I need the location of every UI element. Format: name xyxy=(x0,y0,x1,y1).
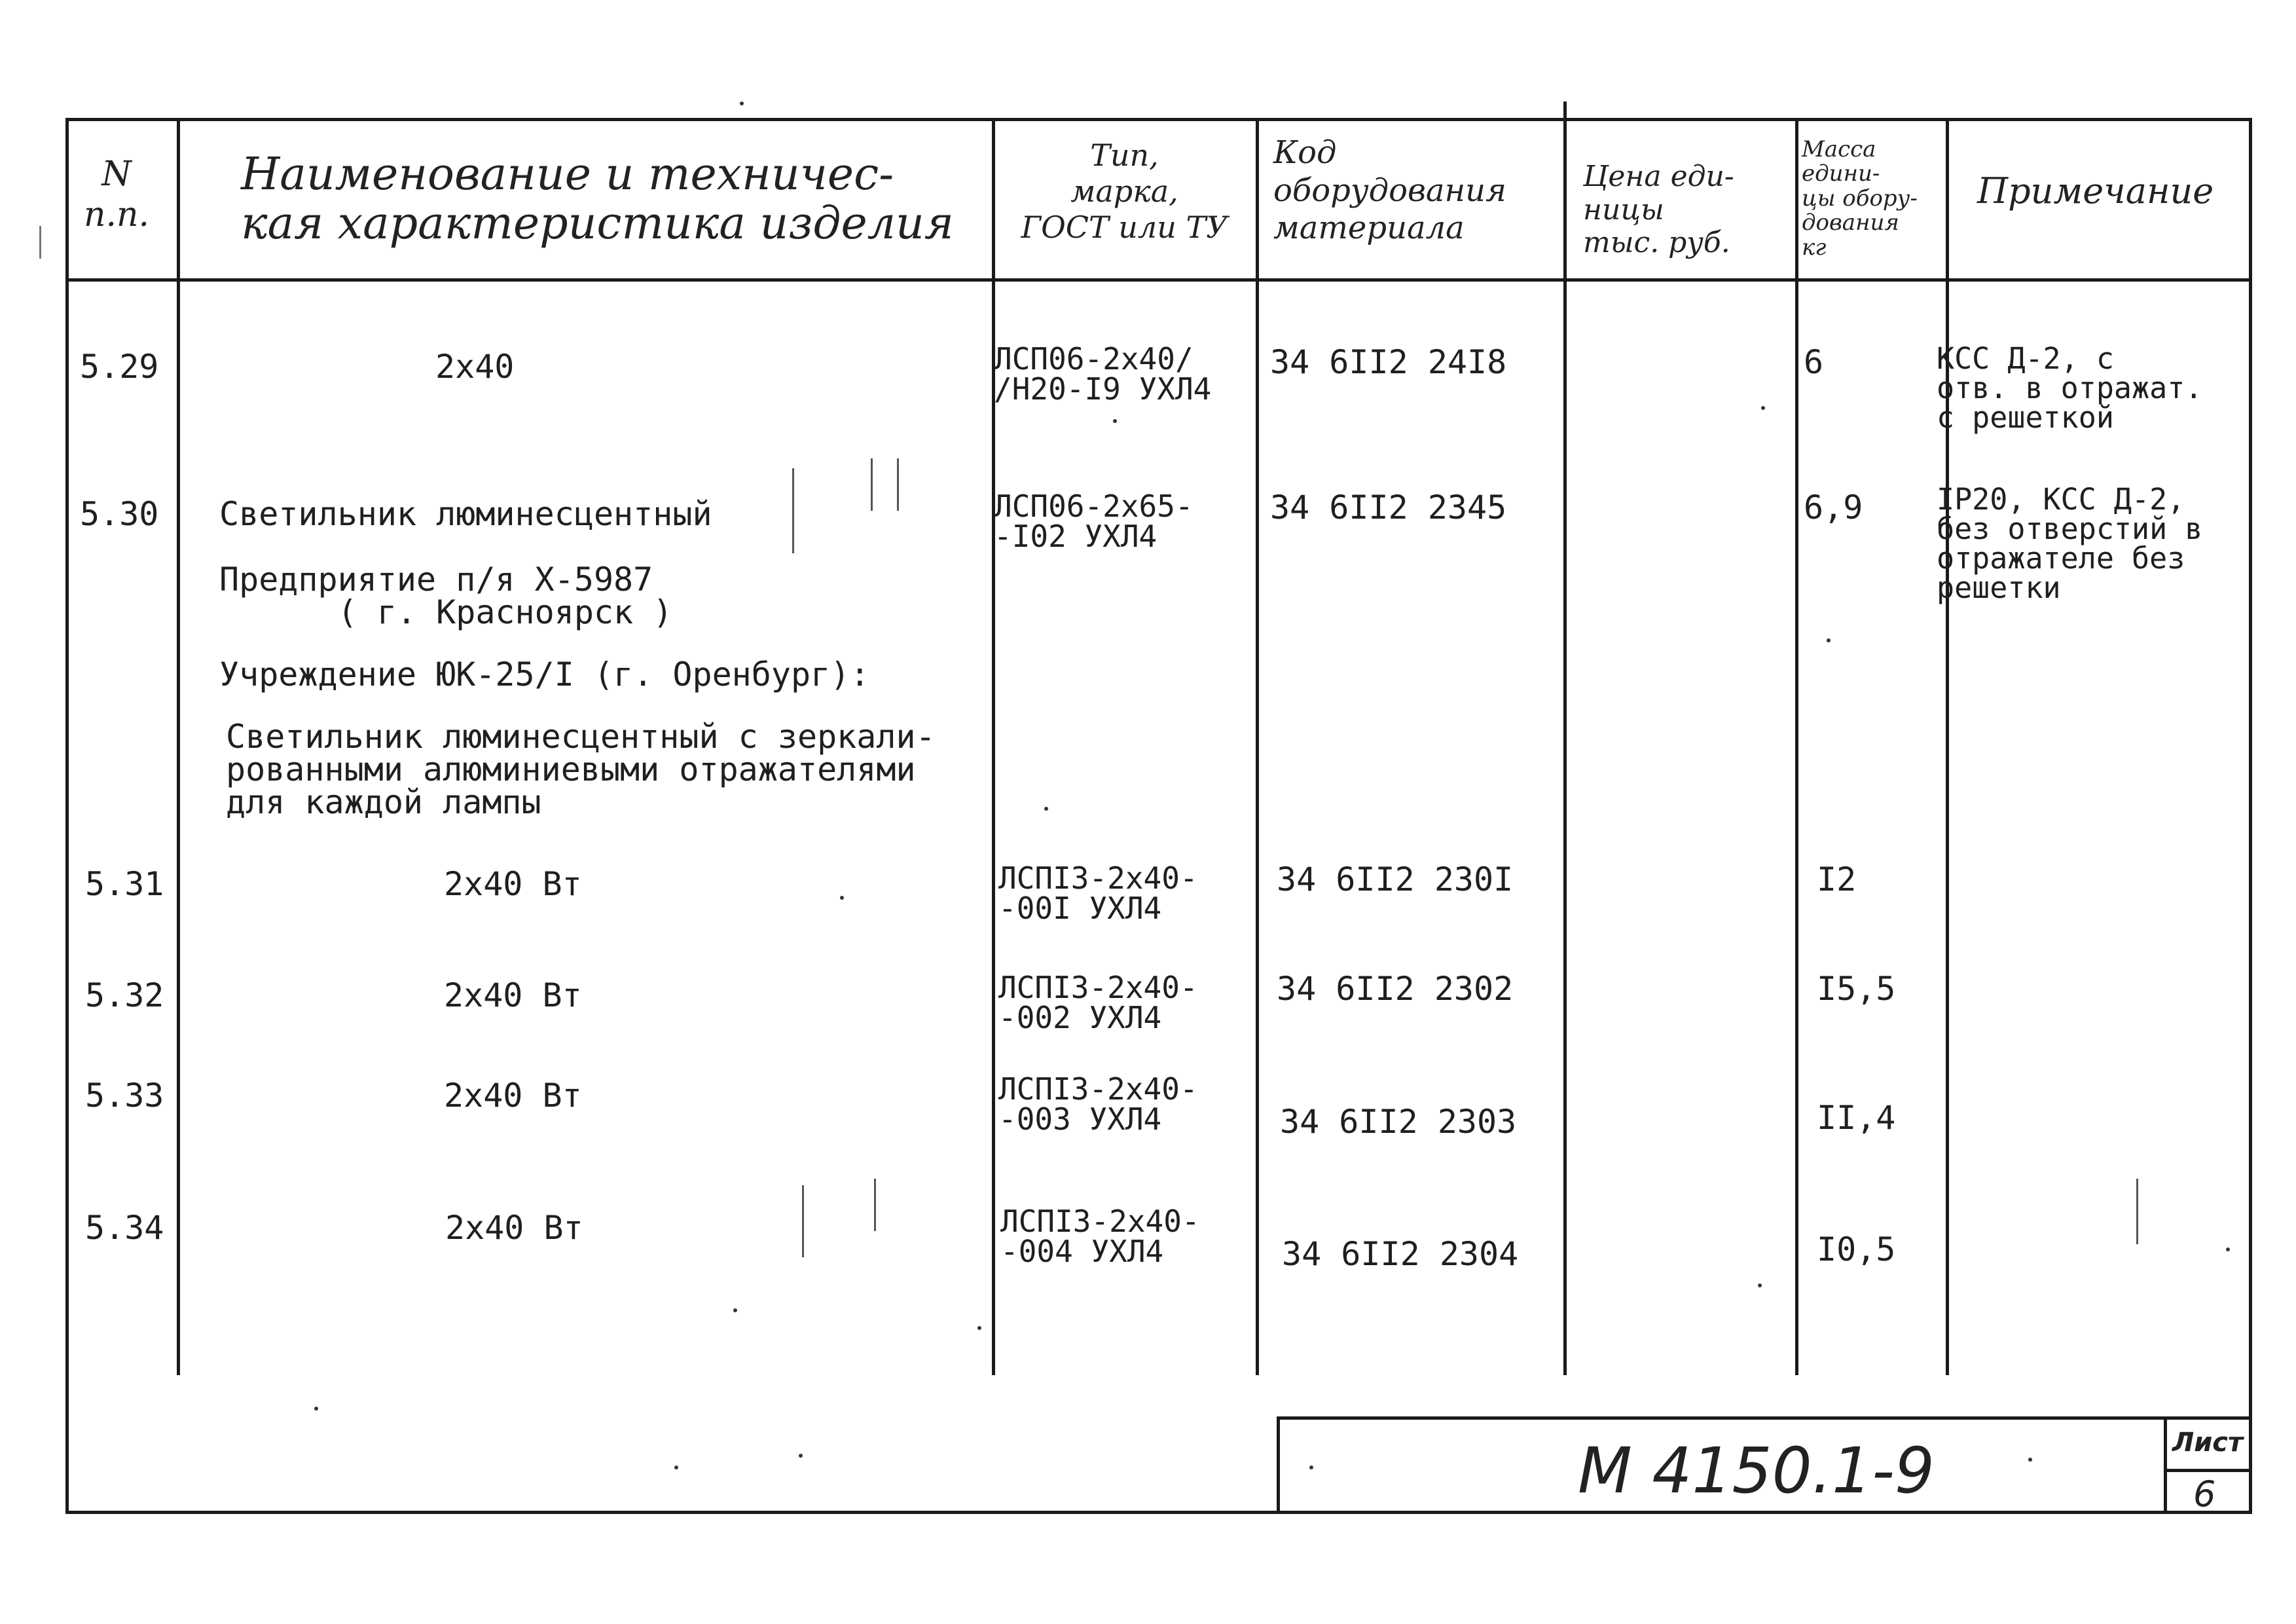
row-mass: I0,5 xyxy=(1817,1230,1896,1268)
header-price: Цена еди- ницы тыс. руб. xyxy=(1583,160,1734,260)
scan-speck xyxy=(1827,638,1831,642)
row-name: Светильник люминесцентный xyxy=(219,495,712,533)
col-border-code xyxy=(1563,101,1567,1375)
institution-text: Учреждение ЮК-25/I (г. Оренбург): xyxy=(219,655,870,693)
row-name: 2x40 Вт xyxy=(444,976,582,1014)
row-code: 34 6II2 2304 xyxy=(1282,1235,1519,1273)
scan-mark xyxy=(39,226,41,259)
sheet-label: Лист xyxy=(2172,1428,2244,1458)
header-type: Тип, марка, ГОСТ или ТУ xyxy=(1021,138,1228,246)
row-code: 34 6II2 2302 xyxy=(1277,970,1514,1008)
row-code: 34 6II2 24I8 xyxy=(1270,343,1507,381)
row-mass: I5,5 xyxy=(1817,970,1896,1008)
scan-mark xyxy=(2136,1179,2138,1244)
row-num: 5.31 xyxy=(85,865,164,903)
col-border-type xyxy=(1256,118,1259,1375)
header-num: N п.п. xyxy=(84,155,150,235)
row-note: КСС Д-2, с отв. в отражат. с решеткой xyxy=(1937,341,2203,435)
scan-mark xyxy=(792,468,794,553)
scan-mark xyxy=(871,458,873,511)
description-text: Светильник люминесцентный с зеркали- рованными алюминиевыми отражателями для каждой лампы xyxy=(226,718,936,821)
row-mass: I2 xyxy=(1817,860,1857,898)
row-type: ЛСП06-2x40/ /Н20-I9 УХЛ4 xyxy=(994,341,1212,407)
row-code: 34 6II2 2345 xyxy=(1270,489,1507,526)
row-mass: 6 xyxy=(1804,343,1824,381)
stamp-top-border xyxy=(1277,1416,2252,1420)
scan-speck xyxy=(2226,1247,2230,1251)
header-mass: Масса едини- цы обору- дования кг xyxy=(1802,136,1918,261)
row-code: 34 6II2 230I xyxy=(1277,860,1514,898)
row-num: 5.34 xyxy=(85,1209,164,1247)
scan-speck xyxy=(674,1466,678,1469)
sheet-box-divider xyxy=(2164,1469,2252,1472)
row-mass: 6,9 xyxy=(1804,489,1863,526)
table-top-border xyxy=(65,118,2252,121)
header-note: Примечание xyxy=(1977,170,2214,212)
scan-mark xyxy=(897,458,899,511)
col-border-name xyxy=(992,118,995,1375)
row-mass: II,4 xyxy=(1817,1099,1896,1137)
enterprise-text: Предприятие п/я Х-5987 ( г. Красноярск ) xyxy=(219,561,673,631)
row-num: 5.32 xyxy=(85,976,164,1014)
row-num: 5.33 xyxy=(85,1077,164,1115)
scan-speck xyxy=(840,896,844,900)
table-bottom-border xyxy=(65,1511,2252,1514)
scan-speck xyxy=(1758,1283,1762,1287)
sheet-box-left-border xyxy=(2164,1416,2167,1513)
row-type: ЛСПI3-2x40- -002 УХЛ4 xyxy=(998,970,1198,1035)
col-border-right xyxy=(2249,118,2252,1513)
stamp-left-border xyxy=(1277,1416,1280,1513)
row-num: 5.29 xyxy=(80,348,159,386)
col-border-mass xyxy=(1946,118,1949,1375)
row-type: ЛСПI3-2x40- -003 УХЛ4 xyxy=(998,1071,1198,1137)
col-border-price xyxy=(1795,118,1798,1375)
col-border-left xyxy=(65,118,69,1513)
document-code: М 4150.1-9 xyxy=(1578,1434,1935,1507)
sheet-number: 6 xyxy=(2193,1473,2216,1515)
scan-speck xyxy=(1309,1466,1313,1469)
scan-speck xyxy=(977,1326,981,1330)
header-name: Наименование и техничес- кая характеристика изделия xyxy=(241,149,954,249)
row-type: ЛСП06-2x65- -I02 УХЛ4 xyxy=(994,489,1194,554)
row-code: 34 6II2 2303 xyxy=(1280,1103,1517,1141)
header-bottom-border xyxy=(65,278,2252,282)
row-name: 2x40 xyxy=(435,348,515,386)
scan-speck xyxy=(1761,406,1765,410)
col-border-num xyxy=(177,118,180,1375)
scan-mark xyxy=(802,1185,804,1257)
header-code: Код оборудования материала xyxy=(1273,134,1506,247)
scan-speck xyxy=(1044,807,1048,811)
row-name: 2x40 Вт xyxy=(445,1209,583,1247)
row-name: 2x40 Вт xyxy=(444,1077,582,1115)
scan-speck xyxy=(740,101,744,105)
scan-speck xyxy=(2028,1458,2032,1462)
scan-speck xyxy=(314,1407,318,1411)
scan-speck xyxy=(799,1454,803,1458)
scan-speck xyxy=(1113,419,1117,423)
scan-speck xyxy=(733,1308,737,1312)
row-num: 5.30 xyxy=(80,495,159,533)
row-type: ЛСПI3-2x40- -00I УХЛ4 xyxy=(998,860,1198,926)
row-name: 2x40 Вт xyxy=(444,865,582,903)
scan-mark xyxy=(874,1179,876,1231)
row-note: IP20, КСС Д-2, без отверстий в отражателе без решетки xyxy=(1937,482,2203,605)
row-type: ЛСПI3-2x40- -004 УХЛ4 xyxy=(1000,1204,1200,1269)
